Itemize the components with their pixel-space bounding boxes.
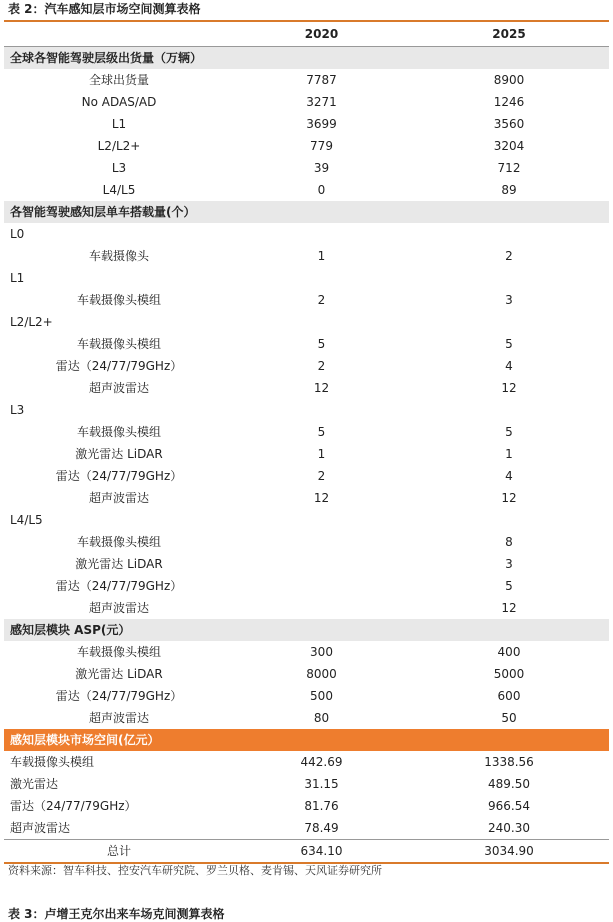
value-2020: 1 (317, 447, 326, 461)
table-row (4, 355, 609, 377)
table-title: 表 2：汽车感知层市场空间测算表格 (8, 2, 201, 16)
table-row (4, 751, 609, 773)
value-2020: 1 (317, 249, 326, 263)
table-row (4, 289, 609, 311)
section-label: 各智能驾驶感知层单车搭载量(个） (10, 205, 196, 219)
row-label: 超声波雷达 (10, 821, 71, 835)
row-label: 激光雷达 LiDAR (75, 447, 163, 461)
row-label: L2/L2+ (10, 315, 53, 329)
value-2025: 4 (505, 469, 513, 483)
row-label: 雷达（24/77/79GHz） (10, 799, 137, 813)
value-2025: 3204 (493, 139, 525, 153)
row-label: 全球出货量 (88, 73, 149, 87)
value-2025: 712 (497, 161, 521, 175)
value-2025: 2 (505, 249, 513, 263)
value-2025: 1246 (493, 95, 525, 109)
value-2025: 89 (501, 183, 517, 197)
value-2020: 500 (310, 689, 333, 703)
value-2025: 5 (505, 425, 513, 439)
row-label: L4/L5 (10, 513, 43, 527)
market-size-table (4, 20, 609, 864)
group-row (4, 399, 609, 421)
source-note: 资料来源：智车科技、控安汽车研究院、罗兰贝格、麦肯锡、天风证券研究所 (8, 864, 382, 877)
group-row (4, 267, 609, 289)
row-label: 雷达（24/77/79GHz） (55, 689, 183, 703)
row-label: 超声波雷达 (88, 381, 149, 395)
row-label: 车载摄像头模组 (76, 535, 161, 549)
table-row (4, 135, 609, 157)
row-label: L0 (10, 227, 25, 241)
value-2020: 442.69 (300, 755, 343, 769)
row-label: 雷达（24/77/79GHz） (55, 359, 183, 373)
table-row (4, 795, 609, 817)
section-header-row (4, 619, 609, 641)
section-header-row (4, 201, 609, 223)
table-row (4, 113, 609, 135)
value-2020: 31.15 (304, 777, 339, 791)
row-label: 激光雷达 LiDAR (75, 667, 163, 681)
value-2020: 78.49 (304, 821, 339, 835)
value-2020: 81.76 (304, 799, 339, 813)
row-label: 车载摄像头模组 (76, 425, 161, 439)
value-2020: 2 (317, 469, 326, 483)
row-label: No ADAS/AD (81, 95, 157, 109)
row-label: L1 (111, 117, 127, 131)
value-2025: 966.54 (488, 799, 530, 813)
section-label: 感知层模块 ASP(元） (10, 623, 131, 637)
value-2025: 5000 (493, 667, 525, 681)
value-2025: 1338.56 (484, 755, 534, 769)
value-2025: 3560 (493, 117, 525, 131)
value-2025: 12 (501, 491, 517, 505)
table-row (4, 377, 609, 399)
value-2025: 50 (501, 711, 517, 725)
value-2025: 8900 (493, 73, 525, 87)
value-2020: 3699 (306, 117, 337, 131)
group-row (4, 223, 609, 245)
value-2025: 4 (505, 359, 513, 373)
table-row (4, 773, 609, 795)
table-row (4, 465, 609, 487)
value-2020: 5 (317, 337, 326, 351)
row-label: 激光雷达 LiDAR (75, 557, 163, 571)
value-2020: 12 (313, 491, 330, 505)
table-row (4, 685, 609, 707)
table-row (4, 553, 609, 575)
table-row (4, 91, 609, 113)
section-header-row (4, 729, 609, 751)
row-label: 车载摄像头模组 (10, 755, 95, 769)
table-row (4, 245, 609, 267)
row-label: 车载摄像头模组 (76, 337, 161, 351)
value-2020: 779 (310, 139, 333, 153)
row-label: 车载摄像头模组 (76, 645, 161, 659)
value-2025: 3034.90 (484, 844, 534, 858)
table-row (4, 443, 609, 465)
section-label: 全球各智能驾驶层级出货量（万辆） (10, 51, 203, 65)
value-2020: 2 (317, 293, 326, 307)
table-row (4, 575, 609, 597)
value-2020: 39 (313, 161, 330, 175)
value-2020: 80 (313, 711, 330, 725)
value-2025: 5 (505, 337, 513, 351)
value-2020: 8000 (306, 667, 337, 681)
value-2025: 3 (505, 293, 513, 307)
group-row (4, 509, 609, 531)
table-row (4, 597, 609, 619)
table-row (4, 333, 609, 355)
row-label: 车载摄像头模组 (76, 293, 161, 307)
row-label: 车载摄像头 (88, 249, 149, 263)
value-2020: 634.10 (300, 844, 343, 858)
value-2025: 240.30 (488, 821, 530, 835)
group-row (4, 311, 609, 333)
row-label: L3 (111, 161, 127, 175)
value-2025: 12 (501, 381, 517, 395)
value-2020: 3271 (306, 95, 337, 109)
next-table-title: 表 3：卢增王克尔出来车场克间测算表格 (8, 907, 225, 921)
section-header-row (4, 47, 609, 69)
value-2020: 7787 (306, 73, 337, 87)
value-2025: 3 (505, 557, 513, 571)
row-label: L3 (10, 403, 25, 417)
header-cell-2025: 2025 (492, 27, 526, 41)
row-label: 超声波雷达 (88, 601, 149, 615)
value-2020: 0 (317, 183, 326, 197)
value-2025: 489.50 (488, 777, 530, 791)
header-cell-2020: 2020 (304, 27, 339, 41)
table-row (4, 421, 609, 443)
table-header-row (4, 20, 609, 47)
table-row (4, 707, 609, 729)
row-label: L2/L2+ (97, 139, 141, 153)
total-row (4, 839, 609, 864)
table-row (4, 663, 609, 685)
value-2020: 12 (313, 381, 330, 395)
row-label: 雷达（24/77/79GHz） (55, 469, 183, 483)
value-2025: 8 (505, 535, 513, 549)
value-2025: 12 (501, 601, 517, 615)
table-row (4, 157, 609, 179)
table-row (4, 817, 609, 839)
value-2025: 5 (505, 579, 513, 593)
value-2025: 400 (497, 645, 521, 659)
table-row (4, 531, 609, 553)
table-row (4, 641, 609, 663)
row-label: 雷达（24/77/79GHz） (55, 579, 183, 593)
value-2020: 300 (310, 645, 333, 659)
section-label: 感知层模块市场空间(亿元） (10, 733, 160, 747)
row-label: L1 (10, 271, 25, 285)
value-2020: 5 (317, 425, 326, 439)
row-label: 总计 (106, 844, 131, 858)
row-label: 超声波雷达 (88, 711, 149, 725)
row-label: L4/L5 (102, 183, 136, 197)
table-row (4, 69, 609, 91)
table-row (4, 179, 609, 201)
value-2020: 2 (317, 359, 326, 373)
value-2025: 1 (505, 447, 513, 461)
row-label: 超声波雷达 (88, 491, 149, 505)
value-2025: 600 (497, 689, 521, 703)
table-row (4, 487, 609, 509)
row-label: 激光雷达 (10, 777, 59, 791)
